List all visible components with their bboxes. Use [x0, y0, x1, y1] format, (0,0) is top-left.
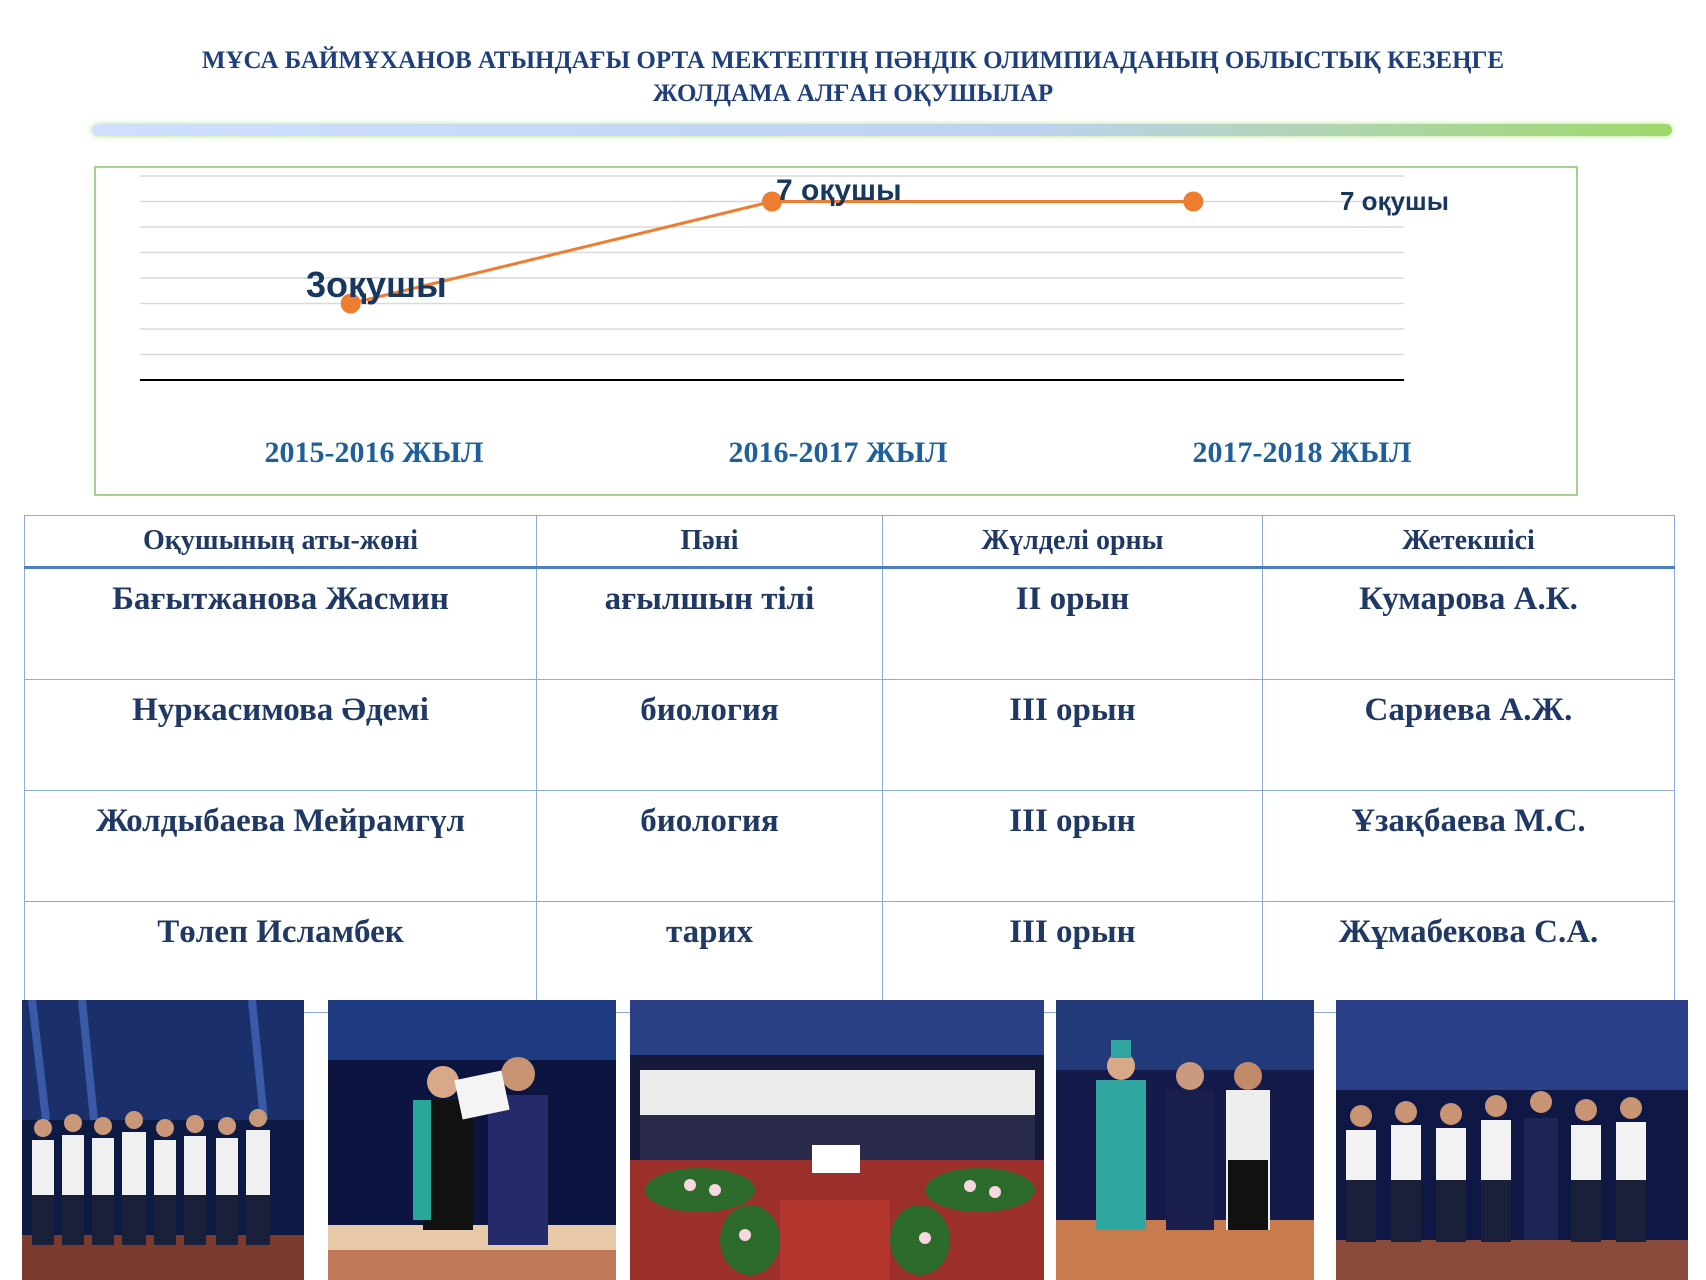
table-row [25, 680, 1675, 791]
x-tick-label: 2017-2018 ЖЫЛ [1192, 436, 1412, 469]
x-tick-label: 2016-2017 ЖЫЛ [728, 436, 948, 469]
subject-cell: биология [537, 791, 883, 902]
subject-cell: биология [537, 680, 883, 791]
x-tick-label: 2015-2016 ЖЫЛ [264, 436, 484, 469]
place-cell: III орын [883, 680, 1263, 791]
column-header: Оқушының аты-жөні [25, 516, 537, 568]
title-line-1: МҰСА БАЙМҰХАНОВ АТЫНДАҒЫ ОРТА МЕКТЕПТІҢ ПӘНДІК ОЛИМПИАДАНЫҢ ОБЛЫСТЫҚ КЕЗЕҢГЕ [201, 47, 1505, 74]
place-cell: III орын [883, 902, 1263, 1013]
table-row [25, 902, 1675, 1013]
results-table [24, 515, 1675, 1013]
subject-cell: тарих [537, 902, 883, 1013]
table-header-row [25, 516, 1675, 568]
column-header: Жүлделі орны [883, 516, 1263, 568]
supervisor-cell: Жұмабекова С.А. [1263, 902, 1675, 1013]
stage-group-photo [630, 1000, 1044, 1280]
students-with-certificates-photo [1336, 1000, 1688, 1280]
student-name-cell: Нуркасимова Әдемі [25, 680, 537, 791]
supervisor-cell: Кумарова А.К. [1263, 568, 1675, 680]
table-row [25, 791, 1675, 902]
subject-cell: ағылшын тілі [537, 568, 883, 680]
place-cell: II орын [883, 568, 1263, 680]
award-handshake-photo [328, 1000, 616, 1280]
page-title [0, 44, 1706, 110]
column-header: Пәні [537, 516, 883, 568]
data-label: 7 оқушы [776, 174, 902, 207]
data-point [1183, 192, 1203, 212]
award-presentation-photo [1056, 1000, 1314, 1280]
supervisor-cell: Ұзақбаева М.С. [1263, 791, 1675, 902]
column-header: Жетекшісі [1263, 516, 1675, 568]
student-name-cell: Бағытжанова Жасмин [25, 568, 537, 680]
title-divider [92, 124, 1672, 136]
data-label: 3оқушы [306, 264, 447, 305]
student-name-cell: Төлеп Исламбек [25, 902, 537, 1013]
line-chart [94, 166, 1578, 496]
place-cell: III орын [883, 791, 1263, 902]
student-name-cell: Жолдыбаева Мейрамгүл [25, 791, 537, 902]
data-label: 7 оқушы [1340, 186, 1449, 216]
supervisor-cell: Сариева А.Ж. [1263, 680, 1675, 791]
group-of-students-photo [22, 1000, 304, 1280]
table-row [25, 568, 1675, 680]
title-line-2: ЖОЛДАМА АЛҒАН ОҚУШЫЛАР [652, 80, 1054, 107]
